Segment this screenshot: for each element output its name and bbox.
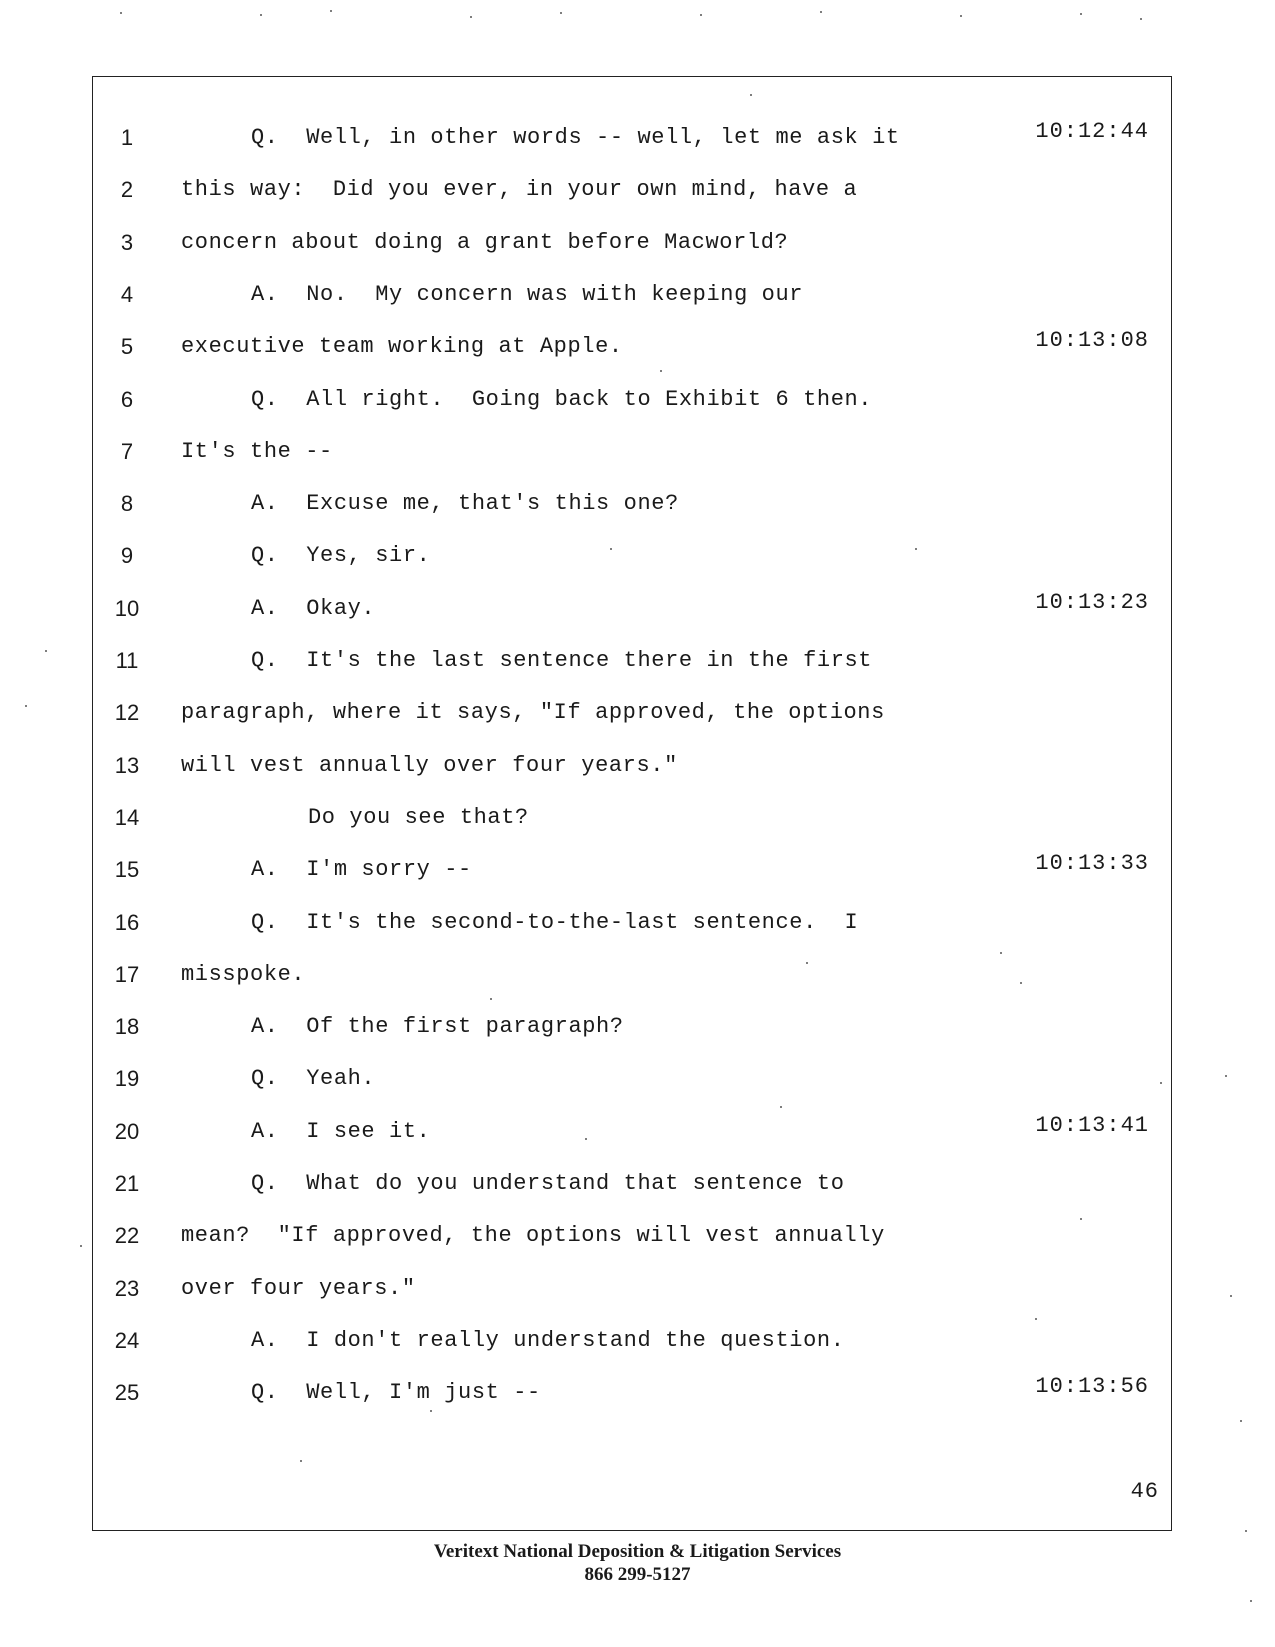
- transcript-line: [93, 230, 1171, 270]
- line-number: 5: [120, 334, 134, 360]
- line-number: 11: [115, 648, 139, 673]
- scan-speck: [80, 1245, 82, 1247]
- line-text: Q. Well, I'm just --: [251, 1380, 541, 1406]
- line-text: executive team working at Apple.: [181, 334, 623, 360]
- line-text: Q. Yes, sir.: [251, 543, 431, 569]
- scan-speck: [1080, 1218, 1082, 1220]
- timestamp: 10:12:44: [1035, 119, 1149, 144]
- transcript-line: [93, 1014, 1171, 1054]
- line-number: 17: [114, 961, 140, 987]
- timestamp: 10:13:23: [1035, 589, 1149, 615]
- scan-speck: [1225, 1075, 1227, 1077]
- line-text: A. I'm sorry --: [251, 857, 472, 883]
- transcript-line: [93, 1112, 1171, 1159]
- line-text: will vest annually over four years.": [181, 752, 678, 778]
- scan-speck: [960, 15, 962, 17]
- line-text: Do you see that?: [308, 804, 529, 830]
- line-number: 12: [114, 700, 140, 726]
- scan-speck: [490, 998, 492, 1000]
- scan-speck: [300, 1460, 302, 1462]
- scan-speck: [660, 370, 662, 372]
- line-text: A. Okay.: [251, 595, 376, 621]
- line-number: 23: [114, 1275, 140, 1301]
- scan-speck: [330, 10, 332, 12]
- scan-speck: [806, 962, 808, 964]
- line-number: 14: [114, 804, 140, 830]
- scan-speck: [120, 12, 122, 14]
- transcript-line: [93, 387, 1171, 427]
- transcript-line: [93, 753, 1171, 793]
- scan-speck: [915, 548, 917, 550]
- transcript-line: [93, 282, 1171, 322]
- scan-speck: [820, 11, 822, 13]
- scan-speck: [1240, 1420, 1242, 1422]
- line-text: A. I don't really understand the question.: [251, 1327, 845, 1353]
- scan-speck: [1080, 13, 1082, 15]
- footer-phone: 866 299-5127: [584, 1564, 691, 1585]
- line-number: 19: [114, 1066, 140, 1092]
- line-text: A. I see it.: [251, 1118, 431, 1144]
- transcript-line: [93, 543, 1171, 583]
- line-number: 4: [120, 281, 134, 307]
- line-text: A. Excuse me, that's this one?: [251, 491, 679, 517]
- line-text: A. Of the first paragraph?: [251, 1014, 624, 1040]
- transcript-line: [93, 491, 1171, 531]
- scan-speck: [610, 548, 612, 550]
- transcript-line: [93, 648, 1171, 688]
- line-number: 20: [114, 1118, 140, 1144]
- line-text: It's the --: [181, 438, 333, 464]
- line-number: 18: [114, 1014, 140, 1040]
- transcript-page: [92, 76, 1172, 1531]
- line-number: 16: [114, 909, 140, 935]
- scan-speck: [1230, 1295, 1232, 1297]
- scan-speck: [1245, 1530, 1247, 1532]
- page-number: 46: [1130, 1479, 1159, 1504]
- line-number: 22: [114, 1223, 140, 1249]
- scan-speck: [45, 650, 47, 652]
- timestamp: 10:13:41: [1035, 1112, 1149, 1138]
- scan-speck: [780, 1106, 782, 1108]
- line-text: Q. It's the second-to-the-last sentence. I: [251, 909, 859, 935]
- line-number: 6: [120, 386, 134, 412]
- transcript-line: [93, 1223, 1171, 1263]
- transcript-line: [93, 962, 1171, 1002]
- scan-speck: [430, 1410, 432, 1412]
- line-text: Q. It's the last sentence there in the first: [251, 648, 873, 673]
- scan-speck: [560, 12, 562, 14]
- scan-speck: [470, 16, 472, 18]
- line-number: 13: [114, 752, 140, 778]
- transcript-line: [93, 589, 1171, 636]
- line-text: Q. Well, in other words -- well, let me ask it: [251, 125, 900, 150]
- scan-speck: [700, 14, 702, 16]
- scan-speck: [1000, 952, 1002, 954]
- transcript-line: [93, 328, 1171, 374]
- line-text: mean? "If approved, the options will vest annually: [181, 1223, 885, 1249]
- line-number: 7: [120, 438, 134, 464]
- line-text: Q. All right. Going back to Exhibit 6 then.: [251, 386, 873, 412]
- scan-speck: [1140, 18, 1142, 20]
- line-text: over four years.": [181, 1275, 416, 1301]
- transcript-line: [93, 177, 1171, 217]
- transcript-line: [93, 439, 1171, 479]
- line-text: Q. What do you understand that sentence to: [251, 1171, 845, 1196]
- scan-speck: [1250, 1600, 1252, 1602]
- scan-speck: [25, 705, 27, 707]
- footer-company: Veritext National Deposition & Litigation Services: [433, 1541, 842, 1562]
- line-number: 24: [114, 1327, 140, 1353]
- line-text: concern about doing a grant before Macworld?: [181, 229, 789, 255]
- transcript-line: [93, 119, 1171, 165]
- scan-speck: [260, 14, 262, 16]
- line-text: this way: Did you ever, in your own mind, have a: [181, 177, 858, 203]
- line-number: 25: [114, 1380, 140, 1406]
- timestamp: 10:13:08: [1035, 328, 1149, 354]
- scan-speck: [1035, 1318, 1037, 1320]
- line-number: 2: [120, 177, 134, 203]
- scan-speck: [1020, 982, 1022, 984]
- transcript-line: [93, 805, 1171, 845]
- timestamp: 10:13:56: [1035, 1374, 1149, 1400]
- line-number: 15: [114, 857, 140, 883]
- timestamp: 10:13:33: [1035, 851, 1149, 877]
- scan-speck: [585, 1138, 587, 1140]
- scan-speck: [750, 94, 752, 96]
- transcript-line: [93, 910, 1171, 950]
- transcript-line: [93, 1374, 1171, 1420]
- line-text: Q. Yeah.: [251, 1066, 376, 1092]
- line-number: 21: [114, 1171, 140, 1196]
- line-number: 9: [120, 543, 134, 569]
- transcript-line: [93, 851, 1171, 897]
- line-number: 3: [120, 229, 134, 255]
- line-text: misspoke.: [181, 961, 306, 987]
- line-text: paragraph, where it says, "If approved, the options: [181, 700, 885, 726]
- transcript-line: [93, 1328, 1171, 1368]
- line-number: 8: [120, 491, 134, 517]
- line-text: A. No. My concern was with keeping our: [251, 281, 804, 307]
- transcript-line: [93, 1066, 1171, 1106]
- footer: [0, 1540, 1275, 1586]
- line-number: 10: [114, 595, 140, 621]
- transcript-line: [93, 1276, 1171, 1316]
- transcript-line: [93, 700, 1171, 740]
- scan-speck: [1160, 1082, 1162, 1084]
- transcript-line: [93, 1171, 1171, 1211]
- line-number: 1: [120, 125, 134, 150]
